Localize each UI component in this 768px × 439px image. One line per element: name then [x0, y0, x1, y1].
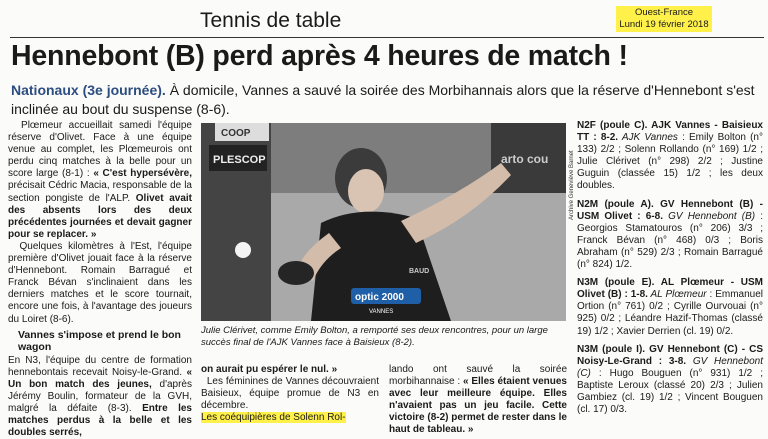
col2-p2-text: Les féminines de Vannes découvraient Baisieux, équipe promue de N3 en décembre. — [201, 376, 379, 412]
result-details: : Emmanuel Ortion (n° 761) 0/2 ; Cyrille Ourvouai (n° 925) 0/2 ; Léandre Hazif-Thomas (classé 19) 1/2 ; Xavier Derrien (cl. 19) 0/2. — [577, 289, 763, 337]
result-team: AJK Vannes — [618, 132, 678, 144]
shirt-text: BAUD — [409, 268, 430, 275]
result-details: : Georgios Stamatouros (n° 206) 3/3 ; Franck Bévan (n° 468) 0/3 ; Boris Abraham (n° 529) 2/3 ; Romain Barragué (n° 824) 1/2. — [577, 210, 764, 271]
col2-highlight-line — [201, 412, 379, 424]
col3-quote: « Elles étaient venues avec leur meilleure équipe. Elles n'avaient pas un jeu facile. Cette victoire (8-2) permet de rester dans le haut de tableau. » — [389, 376, 567, 436]
result-team: GV Hennebont (B) — [662, 210, 756, 222]
col2-highlight-text: Les coéquipières de Solenn Rol- — [201, 412, 346, 424]
photo-caption: Julie Clérivet, comme Emily Bolton, a remporté ses deux rencontres, pour un large succès final de l'AJK Vannes face à Baisieux (8-2). — [201, 325, 548, 348]
col2-line-1 — [201, 364, 379, 376]
col1-paragraph-1 — [8, 120, 192, 241]
result-team: AL Plœmeur — [647, 289, 707, 301]
section-title: Tennis de table — [200, 9, 342, 32]
result-heading: N2F (poule C). AJK Vannes - Baisieux TT : 8-2. — [577, 120, 763, 144]
sponsor-sub-text: VANNES — [369, 309, 394, 315]
col1-subhead: Vannes s'impose et prend le bon wagon — [18, 328, 181, 353]
col1-p2-text: Quelques kilomètres à l'Est, l'équipe première d'Olivet jouait face à la réserve d'Hennebont. Romain Barragué et Franck Bévan s'inclinaient dans les derniers matches et le score tournait, encore une fois, à l'avantage des joueurs du Loiret (8-6). — [8, 240, 192, 325]
article-column-1 — [8, 120, 192, 439]
plescop-banner-text: PLESCOP — [213, 154, 266, 166]
photo-illustration — [201, 123, 566, 321]
right-sign-text: arto cou — [501, 152, 549, 166]
match-photo — [201, 123, 566, 321]
col1-p3-quote: « Un bon match des jeunes, — [8, 366, 192, 390]
result-team: GV Hennebont (C) — [577, 355, 763, 379]
col1-p3-quote-2: Entre les matches perdus à la belle et les doubles serrés, — [8, 403, 192, 439]
banner-top-text: COOP — [221, 128, 251, 139]
source-date: Lundi 19 février 2018 — [619, 19, 709, 30]
result-details: : Hugo Bouguen (n° 931) 1/2 ; Baptiste Leroux (classé 20) 2/3 ; Julien Gambiez (cl. 19) 1/2 ; Vincent Bouguen (cl. 17) 0/3. — [577, 367, 763, 416]
header-rule — [10, 37, 764, 38]
result-heading: N3M (poule I). GV Hennebont (C) - CS Noisy-Le-Grand : 3-8. — [577, 343, 763, 367]
col1-paragraph-2 — [8, 241, 192, 326]
col3-paragraph — [389, 364, 567, 437]
lead-bold: Nationaux (3e journée). — [11, 82, 166, 98]
results-column — [577, 120, 763, 416]
source-name: Ouest-France — [634, 7, 694, 18]
source-stamp — [616, 6, 712, 32]
col1-p1-quote: « C'est hypersévère, — [93, 168, 192, 180]
article-column-3 — [389, 364, 567, 437]
col1-p3-text-b: d'après Jérémy Boulin, formateur de la GVH, malgré la défaite (8-3). — [8, 378, 192, 415]
col1-p1-text-b: précisait Cédric Macia, responsable de la section pongiste de l'ALP. — [8, 180, 192, 204]
lead-paragraph — [11, 81, 761, 119]
photo-credit: Archive Geneviève Barnet — [569, 150, 575, 220]
lead-text: À domicile, Vannes a sauvé la soirée des Morbihannais alors que la réserve d'Hennebont s'est inclinée au bout du suspense (8-6). — [11, 82, 755, 117]
col2-quote-end: on aurait pu espérer le nul. » — [201, 364, 338, 375]
col1-paragraph-3 — [8, 355, 192, 439]
sponsor-text: optic 2000 — [355, 292, 404, 303]
result-block — [577, 277, 763, 337]
result-details: : Emily Bolton (n° 133) 2/2 ; Solenn Rollando (n° 169) 1/2 ; Julie Clérivet (n° 298) 2/2 ; Justine Guguin (classée 15) 1/2 ; les deux doubles. — [577, 132, 763, 192]
col2-paragraph-2 — [201, 376, 379, 412]
result-block — [577, 199, 763, 272]
col1-p1-text: Plœmeur accueillait samedi l'équipe réserve d'Olivet. Face à une équipe venue au complet, les Plœmeurois ont perdu cinq matches à la belle pour un score large (8-1) : — [8, 120, 192, 180]
result-heading: N2M (poule A). GV Hennebont (B) - USM Olivet : 6-8. — [577, 198, 763, 222]
result-block — [577, 120, 763, 193]
result-heading: N3M (poule E). AL Plœmeur - USM Olivet (B) : 1-8. — [577, 277, 763, 301]
col1-p3-text: En N3, l'équipe du centre de formation hennebontais recevait Noisy-le-Grand. — [8, 354, 192, 378]
col1-p1-quote-2: Olivet avait des absents lors des deux précédentes journées et devait gagner pour se replacer. » — [8, 192, 193, 240]
article-column-2 — [201, 364, 379, 424]
col3-text: lando ont sauvé la soirée morbihannaise : — [389, 364, 567, 388]
headline: Hennebont (B) perd après 4 heures de match ! — [11, 40, 628, 72]
result-block — [577, 344, 763, 417]
